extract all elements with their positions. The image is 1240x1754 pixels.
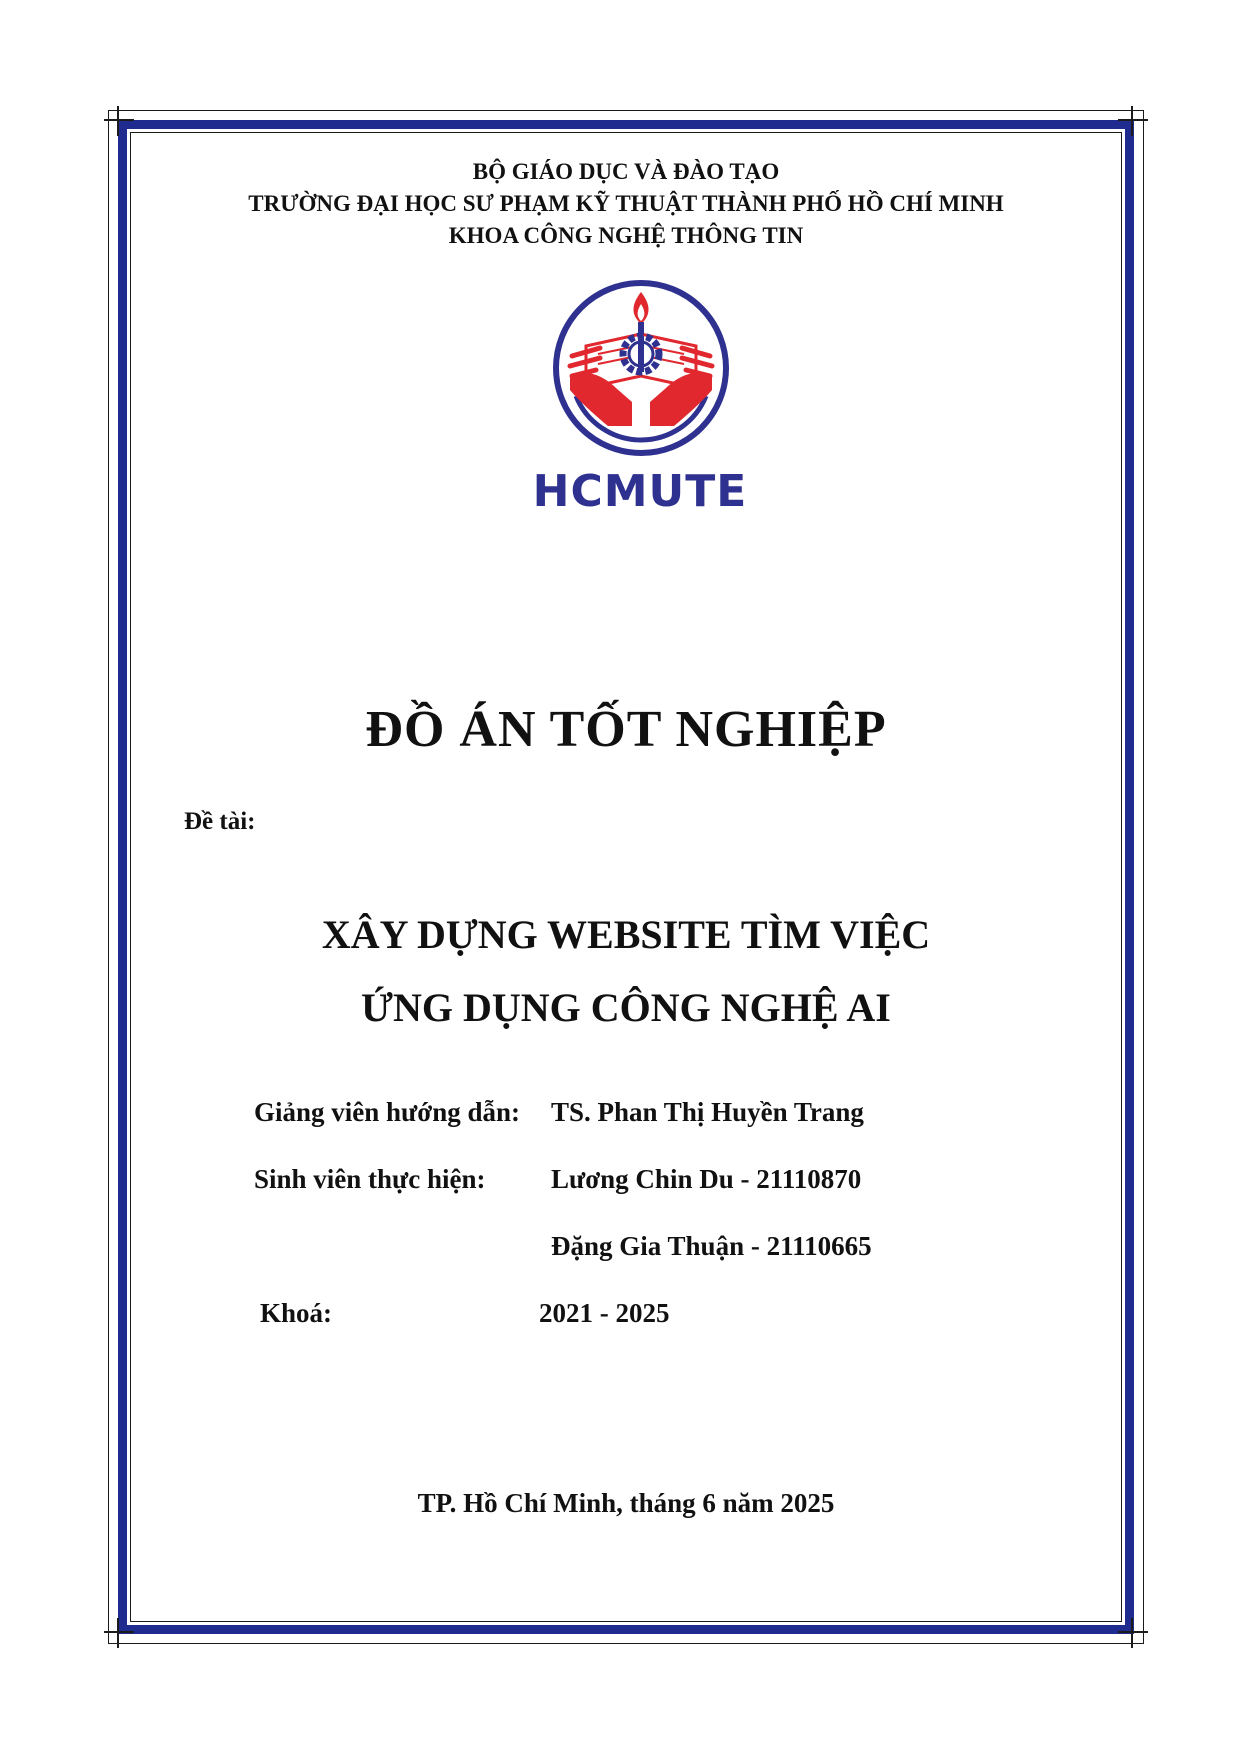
ministry-name: BỘ GIÁO DỤC VÀ ĐÀO TẠO [472,159,780,184]
faculty-name: KHOA CÔNG NGHỆ THÔNG TIN [448,223,804,248]
students-label: Sinh viên thực hiện: [254,1164,486,1194]
corner-ornament [104,1618,134,1648]
logo-wordmark: HCMUTE [532,466,748,517]
corner-ornament [1118,106,1148,136]
topic-line-2: ỨNG DỤNG CÔNG NGHỆ AI [361,985,891,1030]
corner-ornament [104,106,134,136]
advisor-label: Giảng viên hướng dẫn: [254,1097,520,1127]
university-name: TRƯỜNG ĐẠI HỌC SƯ PHẠM KỸ THUẬT THÀNH PHỐ HỒ CHÍ MINH [248,191,1004,216]
document-title: ĐỒ ÁN TỐT NGHIỆP [365,701,887,758]
student-1: Lương Chin Du - 21110870 [551,1164,862,1194]
topic-label: Đề tài: [184,808,256,835]
topic-title [140,898,1112,1044]
topic-line-1: XÂY DỰNG WEBSITE TÌM VIỆC [321,912,931,957]
corner-ornament [1118,1618,1148,1648]
place-date: TP. Hồ Chí Minh, tháng 6 năm 2025 [417,1488,835,1518]
course-value: 2021 - 2025 [539,1298,670,1328]
institution-header [140,156,1112,252]
advisor-name: TS. Phan Thị Huyền Trang [551,1097,864,1127]
student-2: Đặng Gia Thuận - 21110665 [551,1231,872,1261]
course-label: Khoá: [260,1298,333,1328]
